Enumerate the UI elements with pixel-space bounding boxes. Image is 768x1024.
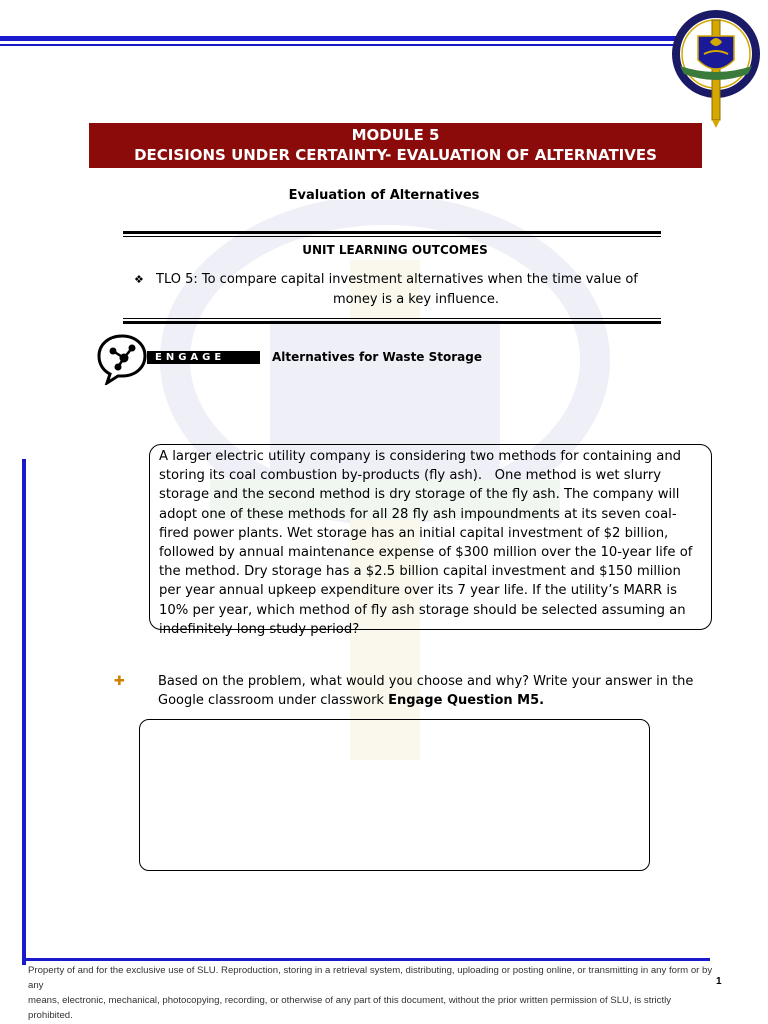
problem-line: adopt one of these methods for all 28 fly ash impoundments at its seven coal- bbox=[159, 506, 677, 522]
ulo-rule-top-thick bbox=[123, 231, 661, 234]
engage-title: Alternatives for Waste Storage bbox=[272, 350, 482, 364]
ulo-heading: UNIT LEARNING OUTCOMES bbox=[302, 243, 488, 257]
problem-line: followed by annual maintenance expense of $300 million over the 10-year life of bbox=[159, 545, 693, 561]
footer-copyright bbox=[28, 963, 718, 1023]
question-emphasis: Engage Question M5. bbox=[388, 693, 545, 708]
diamond-bullet-icon: ❖ bbox=[134, 273, 144, 286]
engage-label: ENGAGE bbox=[147, 351, 260, 364]
problem-line: the method. Dry storage has a $2.5 billion capital investment and $150 million bbox=[159, 564, 681, 580]
left-margin-bar bbox=[22, 459, 26, 965]
problem-line: per year annual upkeep expenditure over its 7 year life. If the utility’s MARR is bbox=[159, 583, 677, 599]
footer-line-2: means, electronic, mechanical, photocopying, recording, or otherwise of any part of this document, without the prior written permission of SLU, is strictly prohibited. bbox=[28, 995, 672, 1021]
tlo-line-1: TLO 5: To compare capital investment alternatives when the time value of bbox=[156, 272, 638, 287]
ulo-rule-top-thin bbox=[123, 236, 661, 237]
question-body: Based on the problem, what would you choose and why? Write your answer in the Google classroom under classwork bbox=[158, 674, 694, 708]
module-number: MODULE 5 bbox=[351, 126, 440, 144]
page-number: 1 bbox=[716, 976, 722, 987]
problem-line: storing its coal combustion by-products (fly ash). One method is wet slurry bbox=[159, 468, 662, 484]
problem-line: 10% per year, which method of fly ash storage should be selected assuming an bbox=[159, 602, 686, 618]
bottom-rule bbox=[22, 958, 710, 961]
problem-line: storage and the second method is dry storage of the fly ash. The company will bbox=[159, 487, 680, 503]
speech-bubble-network-icon bbox=[96, 333, 148, 385]
problem-line: indefinitely long study period? bbox=[159, 621, 360, 637]
problem-statement-box bbox=[149, 444, 712, 637]
ulo-rule-bottom-thin bbox=[123, 318, 661, 319]
answer-box[interactable] bbox=[139, 719, 650, 871]
university-seal-logo bbox=[670, 8, 762, 128]
top-rule bbox=[0, 36, 685, 41]
question-text bbox=[158, 672, 698, 710]
tlo-text bbox=[156, 270, 676, 310]
problem-line: A larger electric utility company is considering two methods for containing and bbox=[159, 449, 682, 464]
ulo-rule-bottom-thick bbox=[123, 321, 661, 324]
arrow-bullet-icon: ✚ bbox=[114, 674, 125, 689]
tlo-line-2: money is a key influence. bbox=[333, 292, 499, 307]
footer-line-1: Property of and for the exclusive use of SLU. Reproduction, storing in a retrieval system, distributing, uploading or posting online, or transmitting in any form or by any bbox=[28, 965, 713, 991]
module-banner bbox=[89, 123, 702, 168]
top-rule-thin bbox=[0, 44, 685, 46]
problem-line: fired power plants. Wet storage has an initial capital investment of $2 billion, bbox=[159, 525, 669, 541]
module-title: DECISIONS UNDER CERTAINTY- EVALUATION OF ALTERNATIVES bbox=[134, 146, 657, 164]
section-title: Evaluation of Alternatives bbox=[288, 188, 480, 203]
